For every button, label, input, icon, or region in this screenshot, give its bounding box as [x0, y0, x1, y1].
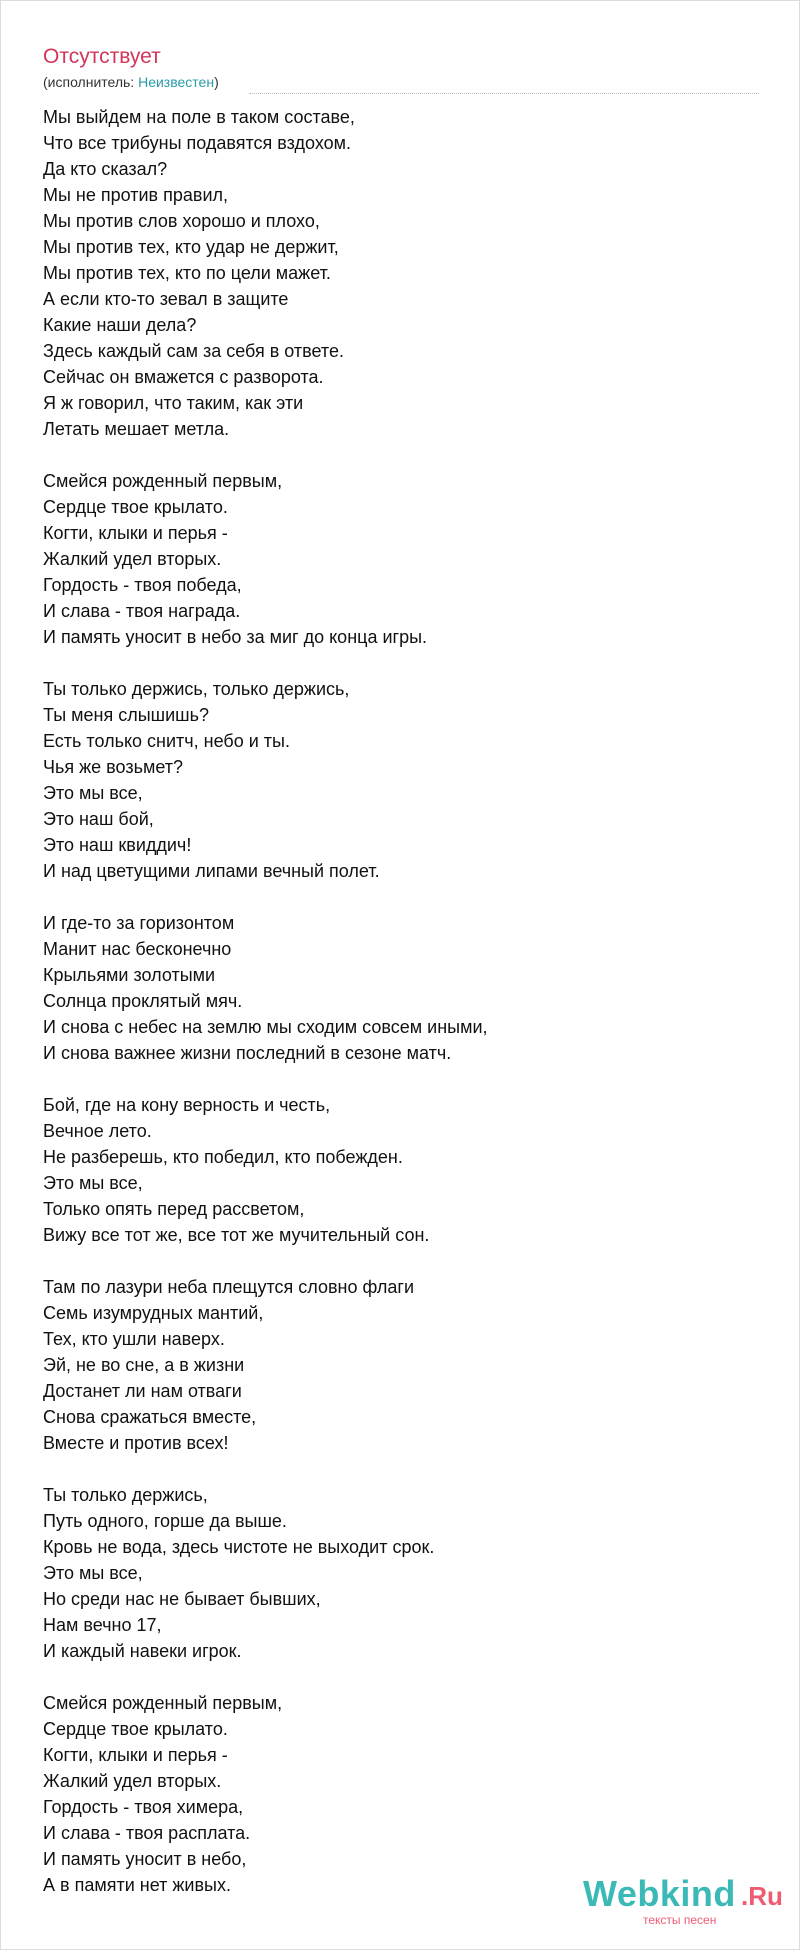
- lyric-line: Вместе и против всех!: [43, 1433, 229, 1453]
- stanza: [43, 1690, 763, 1898]
- lyric-line: Тех, кто ушли наверх.: [43, 1329, 225, 1349]
- lyric-line: И над цветущими липами вечный полет.: [43, 861, 380, 881]
- lyric-line: Манит нас бесконечно: [43, 939, 232, 959]
- stanza: [43, 1274, 763, 1456]
- stanza: [43, 104, 763, 442]
- lyric-line: Сейчас он вмажется с разворота.: [43, 367, 324, 387]
- lyric-line: Гордость - твоя химера,: [43, 1797, 244, 1817]
- lyric-line: Сердце твое крылато.: [43, 1719, 228, 1739]
- lyric-line: Вижу все тот же, все тот же мучительный сон.: [43, 1225, 430, 1245]
- lyric-line: Кровь не вода, здесь чистоте не выходит срок.: [43, 1537, 435, 1557]
- lyric-line: И память уносит в небо,: [43, 1849, 247, 1869]
- lyric-line: И слава - твоя награда.: [43, 601, 241, 621]
- lyric-line: Мы против слов хорошо и плохо,: [43, 211, 320, 231]
- lyric-line: Это мы все,: [43, 783, 143, 803]
- stanza: [43, 910, 763, 1066]
- lyric-line: Путь одного, горше да выше.: [43, 1511, 287, 1531]
- lyric-line: А если кто-то зевал в защите: [43, 289, 289, 309]
- lyric-line: Да кто сказал?: [43, 159, 168, 179]
- lyric-line: И где-то за горизонтом: [43, 913, 235, 933]
- lyric-line: Жалкий удел вторых.: [43, 1771, 222, 1791]
- lyric-line: Это мы все,: [43, 1563, 143, 1583]
- lyric-line: Ты только держись,: [43, 1485, 208, 1505]
- lyric-line: Мы не против правил,: [43, 185, 229, 205]
- lyric-line: Когти, клыки и перья -: [43, 523, 228, 543]
- lyric-line: Мы против тех, кто удар не держит,: [43, 237, 339, 257]
- lyric-line: Но среди нас не бывает бывших,: [43, 1589, 321, 1609]
- lyric-line: Это наш бой,: [43, 809, 154, 829]
- lyric-line: Там по лазури неба плещутся словно флаги: [43, 1277, 415, 1297]
- lyric-line: Что все трибуны подавятся вздохом.: [43, 133, 352, 153]
- lyrics-body: [43, 104, 763, 1924]
- lyric-line: Семь изумрудных мантий,: [43, 1303, 264, 1323]
- artist-prefix: (исполнитель:: [43, 74, 139, 90]
- lyric-line: Сердце твое крылато.: [43, 497, 228, 517]
- lyric-line: Не разберешь, кто победил, кто побежден.: [43, 1147, 403, 1167]
- song-title: Отсутствует: [43, 45, 161, 68]
- header-divider: [249, 93, 759, 94]
- lyric-line: Мы против тех, кто по цели мажет.: [43, 263, 331, 283]
- lyric-line: А в памяти нет живых.: [43, 1875, 231, 1895]
- lyric-line: Солнца проклятый мяч.: [43, 991, 243, 1011]
- lyric-line: Здесь каждый сам за себя в ответе.: [43, 341, 344, 361]
- lyric-line: Чья же возьмет?: [43, 757, 184, 777]
- artist-suffix: ): [214, 74, 219, 90]
- lyric-line: Нам вечно 17,: [43, 1615, 162, 1635]
- artist-link[interactable]: Неизвестен: [138, 74, 215, 90]
- logo-tagline: тексты песен: [643, 1913, 717, 1927]
- lyric-line: Смейся рожденный первым,: [43, 471, 283, 491]
- artist-line: [43, 74, 219, 90]
- lyric-line: Бой, где на кону верность и честь,: [43, 1095, 331, 1115]
- lyric-line: Ты меня слышишь?: [43, 705, 209, 725]
- stanza: [43, 1092, 763, 1248]
- lyric-line: Только опять перед рассветом,: [43, 1199, 305, 1219]
- lyric-line: Ты только держись, только держись,: [43, 679, 350, 699]
- lyric-line: Летать мешает метла.: [43, 419, 230, 439]
- lyric-line: Есть только снитч, небо и ты.: [43, 731, 290, 751]
- stanza: [43, 1482, 763, 1664]
- lyric-line: Вечное лето.: [43, 1121, 152, 1141]
- lyric-line: Это мы все,: [43, 1173, 143, 1193]
- lyric-line: Когти, клыки и перья -: [43, 1745, 228, 1765]
- lyric-line: Гордость - твоя победа,: [43, 575, 242, 595]
- lyric-line: Достанет ли нам отваги: [43, 1381, 242, 1401]
- logo-name: Webkind: [583, 1873, 736, 1914]
- lyric-line: И снова важнее жизни последний в сезоне матч.: [43, 1043, 452, 1063]
- lyric-line: И снова с небес на землю мы сходим совсем иными,: [43, 1017, 488, 1037]
- logo-tld: .Ru: [741, 1881, 783, 1911]
- stanza: [43, 468, 763, 650]
- lyric-line: Снова сражаться вместе,: [43, 1407, 257, 1427]
- lyric-line: Какие наши дела?: [43, 315, 197, 335]
- lyric-line: И каждый навеки игрок.: [43, 1641, 242, 1661]
- lyric-line: Это наш квиддич!: [43, 835, 192, 855]
- site-logo[interactable]: [583, 1873, 783, 1933]
- lyric-line: И слава - твоя расплата.: [43, 1823, 251, 1843]
- lyric-line: Крыльями золотыми: [43, 965, 216, 985]
- lyric-line: Мы выйдем на поле в таком составе,: [43, 107, 355, 127]
- lyric-line: Смейся рожденный первым,: [43, 1693, 283, 1713]
- lyric-line: Я ж говорил, что таким, как эти: [43, 393, 304, 413]
- lyric-line: Эй, не во сне, а в жизни: [43, 1355, 245, 1375]
- lyric-line: Жалкий удел вторых.: [43, 549, 222, 569]
- stanza: [43, 676, 763, 884]
- lyric-line: И память уносит в небо за миг до конца игры.: [43, 627, 428, 647]
